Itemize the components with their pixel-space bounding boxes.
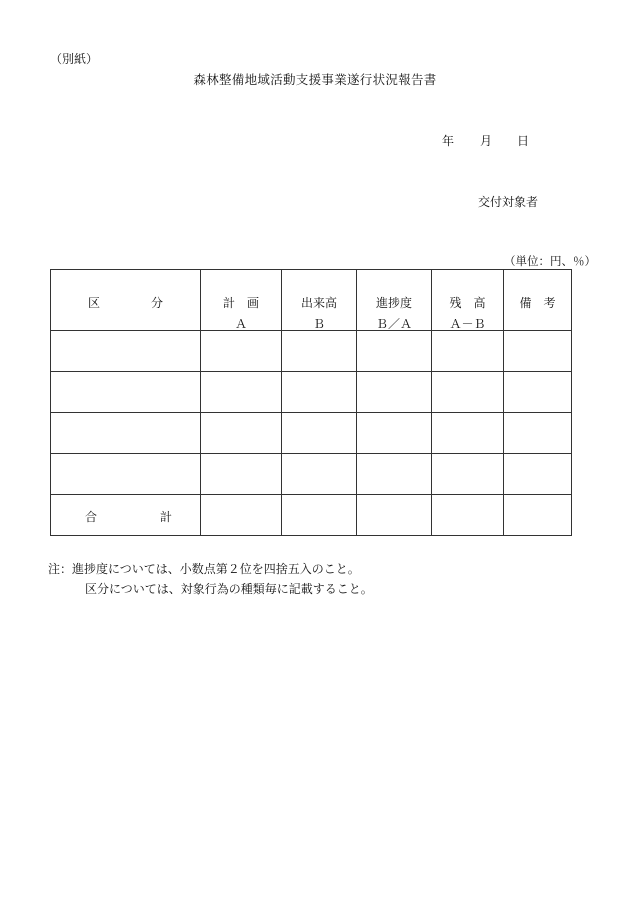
unit-note: （単位：円、％） — [504, 254, 596, 268]
table-cell[interactable] — [504, 454, 572, 495]
header-kubun — [51, 270, 201, 331]
table-cell[interactable] — [504, 331, 572, 372]
table-cell[interactable] — [432, 413, 504, 454]
header-output — [282, 270, 357, 331]
header-output-code: Ｂ — [312, 317, 325, 331]
header-remarks — [504, 270, 572, 331]
table-header-row — [51, 270, 572, 331]
header-plan — [201, 270, 282, 331]
total-label-char1: 合 — [85, 510, 98, 524]
table-cell[interactable] — [357, 413, 432, 454]
header-progress — [357, 270, 432, 331]
table-cell[interactable] — [51, 372, 201, 413]
table-cell[interactable] — [51, 413, 201, 454]
total-label-cell — [51, 495, 201, 536]
table-cell[interactable] — [357, 454, 432, 495]
date-year: 年 — [442, 134, 455, 148]
table-cell[interactable] — [282, 372, 357, 413]
table-cell[interactable] — [282, 331, 357, 372]
table-cell[interactable] — [432, 454, 504, 495]
table-row — [51, 413, 572, 454]
table-cell[interactable] — [504, 495, 572, 536]
table-cell[interactable] — [357, 372, 432, 413]
table-cell[interactable] — [357, 331, 432, 372]
table-cell[interactable] — [282, 413, 357, 454]
table-cell[interactable] — [282, 454, 357, 495]
table-cell[interactable] — [432, 331, 504, 372]
note-line-1: 注：進捗度については、小数点第２位を四捨五入のこと。 — [48, 562, 360, 576]
header-plan-label: 計 画 — [222, 296, 259, 310]
table-cell[interactable] — [504, 372, 572, 413]
header-remarks-label: 備 考 — [519, 296, 556, 310]
table-cell[interactable] — [201, 495, 282, 536]
header-balance-label: 残 高 — [449, 296, 486, 310]
header-balance — [432, 270, 504, 331]
table-cell[interactable] — [432, 495, 504, 536]
header-progress-formula: Ｂ／Ａ — [375, 317, 412, 331]
header-balance-formula: Ａ－Ｂ — [449, 317, 486, 331]
table-total-row — [51, 495, 572, 536]
table-cell[interactable] — [201, 331, 282, 372]
table-cell[interactable] — [201, 372, 282, 413]
attachment-label: （別紙） — [50, 52, 99, 66]
header-plan-code: Ａ — [234, 317, 247, 331]
header-kubun-char1: 区 — [88, 296, 101, 310]
report-table — [50, 269, 572, 536]
header-progress-label: 進捗度 — [375, 296, 412, 310]
table-cell[interactable] — [51, 454, 201, 495]
table-cell[interactable] — [504, 413, 572, 454]
table-cell[interactable] — [432, 372, 504, 413]
header-output-label: 出来高 — [300, 296, 337, 310]
table-row — [51, 372, 572, 413]
total-label-char2: 計 — [160, 510, 173, 524]
table-row — [51, 454, 572, 495]
date-day: 日 — [517, 134, 530, 148]
note-line-2: 区分については、対象行為の種類毎に記載すること。 — [85, 582, 373, 596]
table-cell[interactable] — [201, 413, 282, 454]
date-month: 月 — [480, 134, 493, 148]
header-kubun-char2: 分 — [151, 296, 164, 310]
table-cell[interactable] — [357, 495, 432, 536]
table-row — [51, 331, 572, 372]
table-cell[interactable] — [201, 454, 282, 495]
table-cell[interactable] — [51, 331, 201, 372]
document-title: 森林整備地域活動支援事業遂行状況報告書 — [193, 72, 437, 87]
table-cell[interactable] — [282, 495, 357, 536]
recipient-label: 交付対象者 — [478, 195, 539, 209]
